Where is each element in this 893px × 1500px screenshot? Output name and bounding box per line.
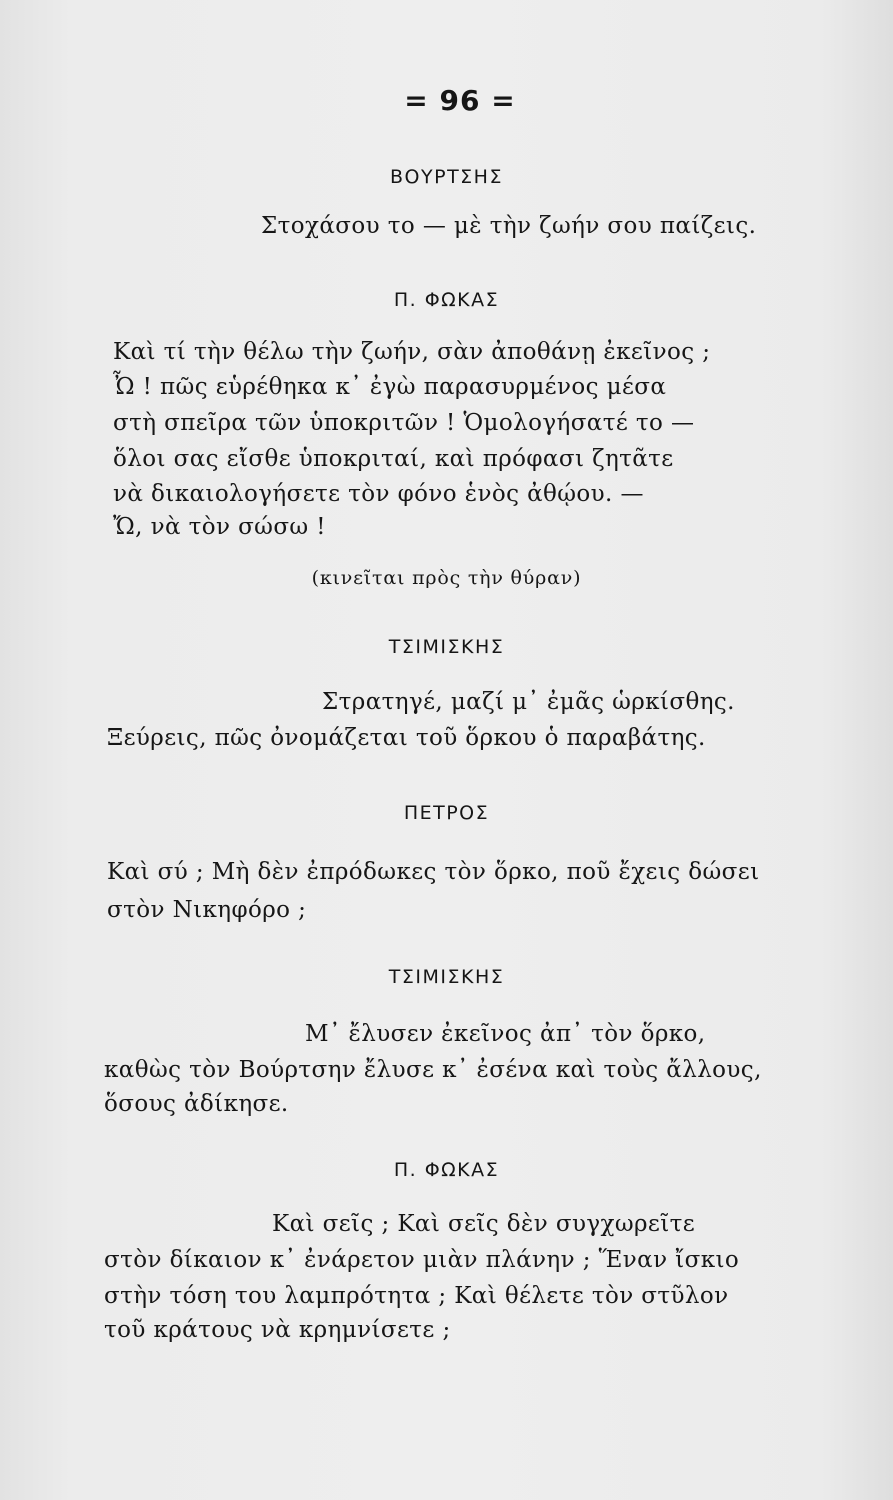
verse-line: στὸν δίκαιον κ᾽ ἐνάρετον μιὰν πλάνην ; Ἕναν ἴσκιο [104, 1247, 740, 1273]
verse-line: καθὼς τὸν Βούρτσην ἔλυσε κ᾽ ἐσένα καὶ τοὺς ἄλλους, [104, 1057, 762, 1083]
verse-line: Στοχάσου το — μὲ τὴν ζωήν σου παίζεις. [261, 213, 757, 239]
verse-line: ὅλοι σας εἴσθε ὑποκριταί, καὶ πρόφασι ζητᾶτε [113, 446, 674, 472]
verse-line: Μ᾽ ἔλυσεν ἐκεῖνος ἀπ᾽ τὸν ὅρκο, [305, 1021, 706, 1047]
verse-line: Ξεύρεις, πῶς ὀνομάζεται τοῦ ὅρκου ὁ παραβάτης. [107, 725, 706, 751]
stage-direction: (κινεῖται πρὸς τὴν θύραν) [311, 567, 582, 589]
verse-line: στὸν Νικηφόρο ; [107, 897, 307, 923]
speaker-name: ΤΣΙΜΙΣΚΗΣ [388, 966, 505, 988]
verse-line: Ὦ ! πῶς εὑρέθηκα κ᾽ ἐγὼ παρασυρμένος μέσα [113, 374, 667, 400]
verse-line: νὰ δικαιολογήσετε τὸν φόνο ἑνὸς ἀθῴου. — [113, 481, 644, 507]
speaker-name: ΤΣΙΜΙΣΚΗΣ [388, 636, 505, 658]
verse-line: στὴ σπεῖρα τῶν ὑποκριτῶν ! Ὁμολογήσατέ το — [113, 410, 695, 436]
verse-line: Στρατηγέ, μαζί μ᾽ ἐμᾶς ὡρκίσθης. [322, 689, 735, 715]
speaker-name: ΒΟΥΡΤΣΗΣ [390, 166, 503, 188]
verse-line: στὴν τόση του λαμπρότητα ; Καὶ θέλετε τὸν στῦλον [104, 1283, 729, 1309]
verse-line: τοῦ κράτους νὰ κρημνίσετε ; [104, 1317, 451, 1343]
page-number: = 96 = [404, 84, 516, 117]
speaker-name: Π. ΦΩΚΑΣ [393, 289, 500, 311]
verse-line: Ὤ, νὰ τὸν σώσω ! [113, 514, 326, 540]
verse-line: Καὶ τί τὴν θέλω τὴν ζωήν, σὰν ἀποθάνῃ ἐκεῖνος ; [113, 339, 711, 365]
verse-line: Καὶ σύ ; Μὴ δὲν ἐπρόδωκες τὸν ὅρκο, ποῦ ἔχεις δώσει [107, 859, 760, 885]
speaker-name: ΠΕΤΡΟΣ [403, 802, 490, 824]
speaker-name: Π. ΦΩΚΑΣ [393, 1159, 500, 1181]
verse-line: Καὶ σεῖς ; Καὶ σεῖς δὲν συγχωρεῖτε [272, 1211, 696, 1237]
verse-line: ὅσους ἀδίκησε. [104, 1091, 289, 1117]
